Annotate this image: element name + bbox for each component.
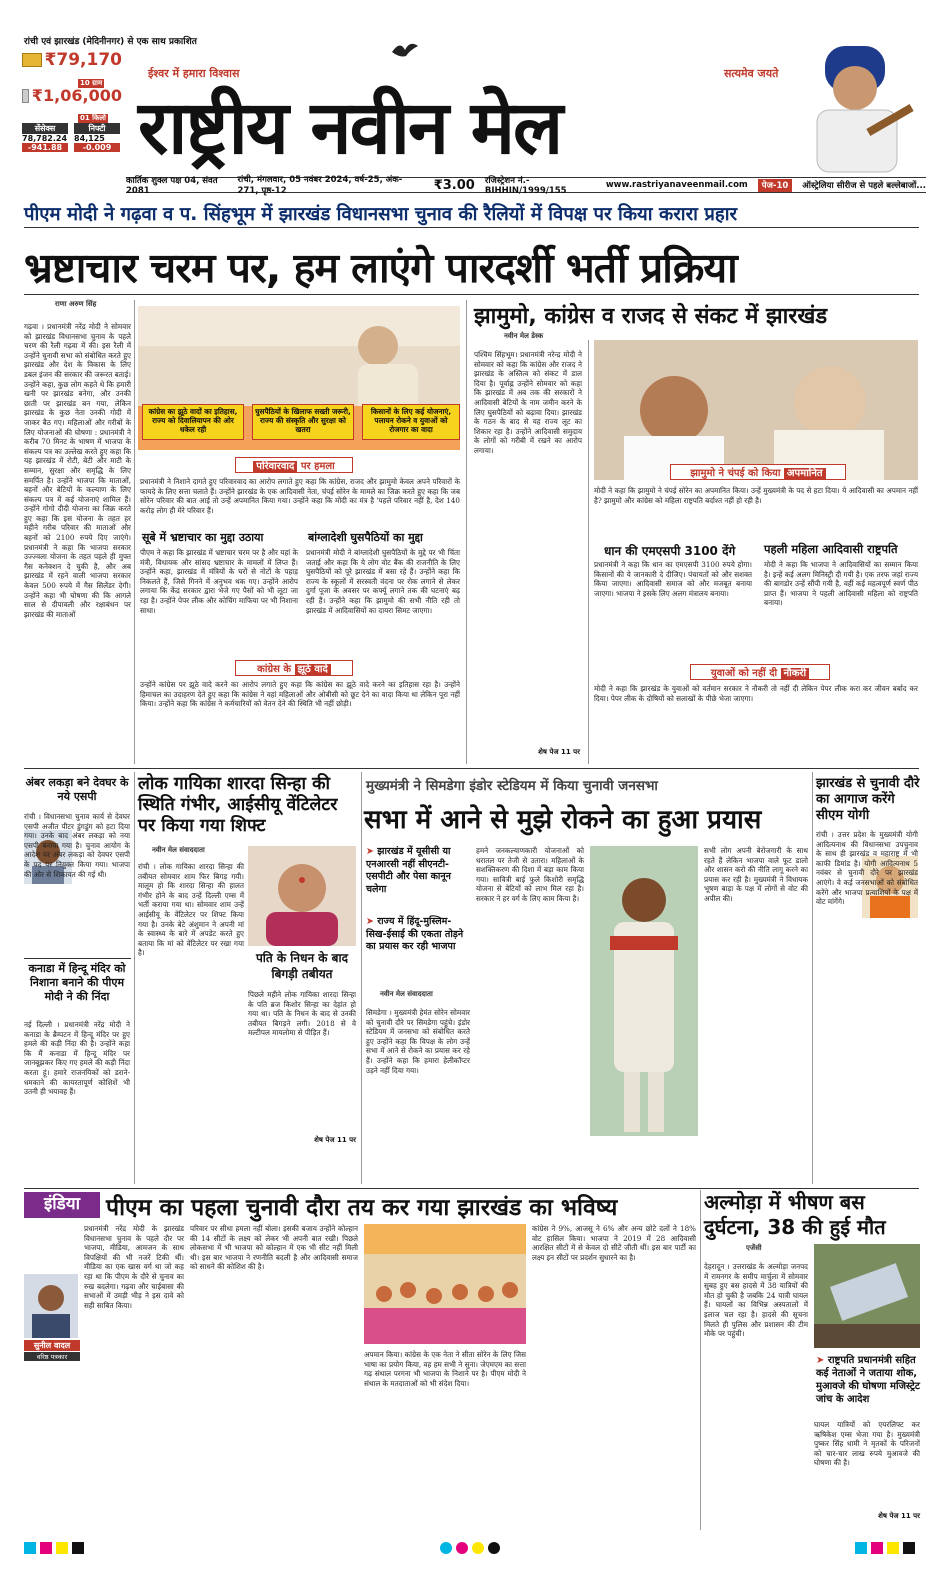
hemant-column-3: सभी लोग अपनी बेरोजगारी के साथ रहते हैं लेकिन भाजपा वाले फूट डालो और शासन करो की नीति लागू करने का प्रयास कर रही है। मुख्यमंत्री ने विधायक भूषण बाड़ा के पक्ष में लोगों से वोट की अपील की। xyxy=(704,846,808,903)
canada-temple-headline: कनाडा में हिन्दू मंदिर को निशाना बनाने की पीएम मोदी ने की निंदा xyxy=(28,962,126,1003)
silver-icon xyxy=(22,89,29,103)
silver-ticker: ₹1,06,000 01 किलो xyxy=(22,86,122,124)
yogi-headline: झारखंड से चुनावी दौरे का आगाज करेंगे सीएम योगी xyxy=(816,776,920,823)
congress-text: उन्होंने कांग्रेस पर झूठे वादे करने का आरोप लगाते हुए कहा कि कांग्रेस का झूठे वादे करने का इतिहास रहा है। उन्होंने हिमाचल का उदाहरण देते हुए कहा कि कांग्रेस ने वहां महिलाओं और ओबीसी को छूट देने का वादा किया था लेकिन पूरा नहीं किया। उन्होंने कहा कि कांग्रेस ने कर्मचारियों को वेतन देने की स्थिति भी नहीं छोड़ी। xyxy=(140,680,460,709)
hemant-column-1: सिमडेगा । मुख्यमंत्री हेमंत सोरेन सोमवार को चुनावी दौरे पर सिमडेगा पहुंचे। इंडोर स्टेडियम में जनसभा को संबोधित करते हुए उन्होंने कहा कि विपक्ष के लोग उन्हें सभा में आने से रोकने का प्रयास कर रहे हैं। उन्होंने कहा कि हमारा हेलीकॉप्टर उड़ने नहीं दिया गया। xyxy=(366,1008,470,1075)
hemant-photo xyxy=(590,846,698,1136)
canada-temple-text: नई दिल्ली । प्रधानमंत्री नरेंद्र मोदी ने कनाडा के ब्रैम्पटन में हिन्दू मंदिर पर हुए हमले की कड़ी निंदा की है। उन्होंने कहा कि मैं कनाडा में हिन्दू मंदिर पर जानबूझकर किए गए हमले की कड़ी निंदा करता हूं। हमारे राजनयिकों को डराने-धमकाने की कायरतापूर्ण कोशिशें भी उतनी ही भयावह हैं। xyxy=(24,1020,130,1097)
almora-bullet: ➤ राष्ट्रपति प्रधानमंत्री सहित कई नेताओं ने जताया शोक, मुआवजे की घोषणा मजिस्ट्रेट जांच के आदेश xyxy=(816,1355,920,1405)
india-section-tag: इंडिया xyxy=(24,1192,100,1218)
highlight-box-2: घुसपैठियों के खिलाफ सख्ती जरूरी, राज्य की संस्कृति और सुरक्षा को खतरा xyxy=(252,404,354,440)
sub2-heading: बांग्लादेशी घुसपैठियों का मुद्दा xyxy=(308,531,423,544)
dhan-text: प्रधानमंत्री ने कहा कि धान का एमएसपी 3100 रुपये होगा। किसानों की ये जानकारी दे दीजिए। पंचायतों को और सशक्त किया जाएगा। आदिवासी समाज को और मजबूत बनाया जाएगा। भाजपा ने इसके लिए अलग मंत्रालय बनाया। xyxy=(594,560,752,598)
almora-text-2: घायल यात्रियों को एयरलिफ्ट कर ऋषिकेश एम्स भेजा गया है। मुख्यमंत्री पुष्कर सिंह धामी ने मृतकों के परिजनों को चार-चार लाख रुपये मुआवजे की घोषणा की है। xyxy=(814,1420,920,1468)
champai-text: मोदी ने कहा कि झामुमो ने चंपई सोरेन का अपमानित किया। उन्हें मुख्यमंत्री के पद से हटा दिया। ये आदिवासी का अपमान नहीं है? झामुमो और कांग्रेस को महिला राष्ट्रपति बर्दाश्त नहीं हो रही है। xyxy=(594,486,918,505)
tag-congress: कांग्रेस के झूठे वादे xyxy=(235,660,353,676)
india-column-1: प्रधानमंत्री नरेंद्र मोदी के झारखंड विधानसभा चुनाव के पहले दौर पर भाजपा, मीडिया, आमजन के साथ विपक्षियों की भी नजरें टिकी थीं। मीडिया का एक खास वर्ग था जो कह रहा था कि पीएम के दौरे से चुनाव का रुख बदलेगा। गढ़वा और चाईबासा की सभाओं में उमड़ी भीड़ ने इस दावे को सही साबित किया। xyxy=(84,1224,184,1310)
amber-lakra-headline: अंबर लकड़ा बने देवघर के नये एसपी xyxy=(25,776,129,803)
lead-headline: भ्रष्टाचार चरम पर, हम लाएंगे पारदर्शी भर्ती प्रक्रिया xyxy=(24,244,737,292)
bus-accident-photo xyxy=(814,1244,920,1348)
columnist-role: वरिष्ठ पत्रकार xyxy=(24,1352,80,1361)
lead-byline: राणा अरुण सिंह xyxy=(55,300,97,308)
sharda-pullquote: पति के निधन के बाद बिगड़ी तबीयत xyxy=(255,951,349,981)
cricketer-photo xyxy=(795,36,921,172)
yogi-text: रांची । उत्तर प्रदेश के मुख्यमंत्री योगी आदित्यनाथ की विधानसभा उपचुनाव के साथ ही झारखंड व महाराष्ट्र में भी काफी डिमांड है। योगी आदित्यनाथ 5 नवंबर से चुनावी दौरे पर झारखंड आएंगे। वे कई जनसभाओं को संबोधित करेंगे और भाजपा प्रत्याशियों के पक्ष में वोट मांगेंगे। xyxy=(816,830,918,907)
hemant-headline: सभा में आने से मुझे रोकने का हुआ प्रयास xyxy=(364,805,762,835)
page-ref-badge[interactable]: पेज-10 xyxy=(758,179,793,192)
gold-icon xyxy=(22,53,42,67)
almora-continued[interactable]: शेष पेज 11 पर xyxy=(878,1512,920,1520)
mahila-text: मोदी ने कहा कि भाजपा ने आदिवासियों का सम्मान किया है। इन्हें कई अलग मिनिस्ट्री दी गयी है। एक तरफ जहां राज्य की बागडोर उन्हें सौंपी गयी है, वहीं कई महत्वपूर्ण स्वर्ण पीठ प्राप्त हैं। भाजपा ने पहली आदिवासी महिला को राष्ट्रपति बनाया। xyxy=(764,560,918,608)
jmm-byline: नवीन मेल डेस्क xyxy=(504,332,544,340)
print-registration-bar xyxy=(24,1540,919,1556)
jmm-column-1: पश्चिम सिंहभूम। प्रधानमंत्री नरेन्द्र मोदी ने सोमवार को कहा कि कांग्रेस और राजद ने झारखंड के अस्तित्व को संकट में डाल दिया है। पूर्वाह्न उन्होंने सोमवार को कहा कि झारखंड में अब तक की सरकारों ने आदिवासी बेटियों के नाम जमीन करने के लिए घुसपैठियों को बढ़ावा दिया। झारखंड के गठन के बाद से यह राज्य लूट का शिकार रहा है। उन्होंने आदिवासी समुदाय के लोगों को गरीबी में रखने का आरोप लगाया। xyxy=(474,350,582,455)
almora-text: देहरादून । उत्तराखंड के अल्मोड़ा जनपद में रामनगर के समीप मार्चुला में सोमवार सुबह हुए बस हादसे में 38 यात्रियों की मौत हो चुकी है जबकि 24 यात्री घायल हैं। घायलों का विभिन्न अस्पतालों में इलाज चल रहा है। हादसे की सूचना मिलते ही पुलिस और प्रशासन की टीम मौके पर पहुंची। xyxy=(704,1262,808,1339)
market-ticker: सेंसेक्स 78,782.24 -941.88 निफ्टी 84,125 -0.009 xyxy=(22,123,122,152)
sharda-continued[interactable]: शेष पेज 11 पर xyxy=(314,1136,356,1144)
india-column-3: अपमान किया। कांग्रेस के एक नेता ने सीता सोरेन के लिए जिस भाषा का प्रयोग किया, वह हम सभी ने सुना। जेएमएम का सत्ता गढ़ संथाल परगना भी भाजपा के निशाने पर है। पीएम मोदी ने संथाल के मतदाताओं को भी संदेश दिया। xyxy=(364,1350,526,1388)
yuva-text: मोदी ने कहा कि झारखंड के युवाओं को वर्तमान सरकार ने नौकरी तो नहीं दी लेकिन पेपर लीक करा कर जीवन बर्बाद कर दिया। पेपर लीक के दोषियों को सलाखों के पीछे भेजा जाएगा। xyxy=(594,684,918,703)
lead-column-1: गढ़वा । प्रधानमंत्री नरेंद्र मोदी ने सोमवार को झारखंड विधानसभा चुनाव के पहले चरण की रैली गढ़वा में की। इस रैली में उन्होंने चुनावी सभा को संबोधित करते हुए झारखंड और देश के विकास के लिए डबल इंजन की सरकार की जरूरत बताई। उन्होंने कहा, कुछ लोग कहते थे कि हमारी खनी पर झारखंड बनेगा, और उनकी छाती पर झारखंड बन गया, लेकिन झारखंड के कुछ नेता उनकी गोदी में जाकर बैठ गए। महिलाओं और गरीबों के लिए योजनाओं की घोषणा : प्रधानमंत्री ने करीब 70 मिनट के भाषण में भाजपा के संकल्प पत्र का उल्लेख करते हुए कहा कि यह झारखंड में रोटी, बेटी और माटी के सम्मान, सुरक्षा और समृद्धि के लिए समर्पित है। उन्होंने भाजपा कि माताओं, बहनों और बेटियों के कल्याण के लिए संकल्प पत्र में कई योजनाएं शामिल हैं। उन्होंने गोगो दीदी योजना का जिक्र करते हुए कहा कि इस योजना के तहत हर महीने गरीब परिवार की माताओं और बहनों को 2100 रुपये दिए जाएंगे। प्रधानमंत्री ने कहा कि भाजपा सरकार उज्ज्वला योजना के तहत पहले ही मुफ्त गैस कनेक्शन दे चुकी है, और अब झारखंड में रहने वाली भाजपा सरकार केवल 500 रुपये में गैस सिलेंडर देगी। उन्होंने कहा भी घोषणा की कि आगले साल से दीपावली और रक्षाबंधन पर झारखंड की माताओं xyxy=(24,322,131,619)
almora-byline: एजेंसी xyxy=(746,1244,762,1252)
newspaper-title: राष्ट्रीय नवीन मेल xyxy=(138,85,562,171)
tagline-left: ईश्वर में हमारा विश्वास xyxy=(148,67,240,80)
edition-line: रांची एवं झारखंड (मेदिनीनगर) से एक साथ प्रकाशित xyxy=(24,37,197,47)
hemant-byline: नवीन मेल संवाददाता xyxy=(380,990,433,998)
india-column-2: परिवार पर सीधा हमला नहीं बोला। इसकी बजाय उन्होंने कोल्हान की 14 सीटों के लक्ष्य को लेकर भी अपनी बात रखी। पिछले लोकसभा में भी भाजपा को कोल्हान में एक भी सीट नहीं मिली थी। इस बार भाजपा ने रणनीति बदली है और आदिवासी समाज को साधने की कोशिश की है। xyxy=(190,1224,358,1272)
mahila-heading: पहली महिला आदिवासी राष्ट्रपति xyxy=(764,542,898,556)
sharda-byline: नवीन मेल संवाददाता xyxy=(152,846,205,854)
columnist-name: सुनील वादल xyxy=(24,1340,80,1351)
sub1-text: पीएम ने कहा कि झारखंड में भ्रष्टाचार चरम पर है और यहां के मंत्री, विधायक और सांसद भ्रष्टाचार के मामलों में लिप्त हैं। उन्होंने कहा, झारखंड में मंत्रियों के घरों से नोटों के पहाड़ निकलते हैं, जिसे गिनने में अनुभव थक गए। उन्होंने आरोप लगाया कि केंद्र सरकार द्वारा भेजे गए पैसों को भी लूटा जा रहा है। उन्होंने पेपर लीक और कोचिंग माफिया पर भी निशाना साधा। xyxy=(140,548,298,615)
sub2-text: प्रधानमंत्री मोदी ने बांग्लादेशी घुसपैठियों के मुद्दे पर भी चिंता जताई और कहा कि ये लोग वोट बैंक की राजनीति के लिए घुसपैठियों को पूरे झारखंड में बसा रहे हैं। उन्होंने कहा कि राज्य के स्कूलों में सरस्वती वंदना पर रोक लगाने से लेकर दुर्गा पूजा के अवसर पर कर्फ्यू लगाने तक की घटनाएं बढ़ रही हैं। उन्होंने कहा कि झामुमो की सभी नीति रही तो झारखंड में आदिवासियों का दायरा सिमट जाएगा। xyxy=(306,548,460,615)
amber-lakra-text: रांची । विधानसभा चुनाव कार्य से देवघर एसपी अजीत पीटर डुंगडुंग को हटा दिया गया। उनके बाद अंबर लकड़ा को नया एसपी बनाया गया है। चुनाव आयोग के आदेश पर अंबर लकड़ा को देवघर एसपी के पद पर नियुक्त किया गया। भाजपा की ओर से शिकायत की गई थी। xyxy=(24,812,130,879)
crowd-rally-photo xyxy=(364,1224,526,1344)
sub1-heading: सूबे में भ्रष्टाचार का मुद्दा उठाया xyxy=(142,531,264,544)
modi-champai-photo xyxy=(594,340,918,480)
dateline-bar: कार्तिक शुक्ल पक्ष 04, संवत 2081 रांची, मंगलवार, 05 नवंबर 2024, वर्ष-25, अंक- 271, पृष्ठ-12 ₹3.00 रजिस्ट्रेशन नं.- BIHHIN/1999/155 www.rastriyanaveenmail.com पेज-10 ऑस्ट्रेलिया सीरीज से पहले बल्लेबाजों... xyxy=(126,175,926,196)
gold-ticker: ₹79,170 10 ग्राम xyxy=(22,50,122,89)
tag-champai: झामुमो ने चंपई को किया अपमानित xyxy=(670,464,846,480)
hemant-bullet-2: ➤ राज्य में हिंदू-मुस्लिम-सिख-ईसाई की एकता तोड़ने का प्रयास कर रही भाजपा xyxy=(366,916,464,952)
india-headline: पीएम का पहला चुनावी दौरा तय कर गया झारखंड का भविष्य xyxy=(106,1195,618,1221)
jmm-continued[interactable]: शेष पेज 11 पर xyxy=(538,748,580,756)
sharda-photo xyxy=(248,846,356,946)
tag-yuva: युवाओं को नहीं दी नौकरी xyxy=(690,664,830,680)
hemant-strap: मुख्यमंत्री ने सिमडेगा इंडोर स्टेडियम में किया चुनावी जनसभा xyxy=(366,778,658,794)
parivarvad-text: प्रधानमंत्री ने निशाने दागते हुए परिवारवाद का आरोप लगाते हुए कहा कि कांग्रेस, राजद और झामुमो केवल अपने परिवारों के फायदे के लिए सत्ता चलाते हैं। उन्होंने झारखंड के एक आदिवासी नेता, चंपई सोरेन के मामले का जिक्र करते हुए कहा कि जब सोरेन परिवार की बात आई तो उन्हें अपमानित किया गया। उन्होंने कहा कि मोदी का मंत्र है 'पहले परिवार नहीं है, देश 140 करोड़ लोग ही मेरे परिवार हैं। xyxy=(140,477,460,515)
price: ₹3.00 xyxy=(433,177,475,193)
almora-headline: अल्मोड़ा में भीषण बस दुर्घटना, 38 की हुई मौत xyxy=(704,1190,886,1239)
sharda-text: रांची । लोक गायिका शारदा सिन्हा की तबीयत सोमवार शाम फिर बिगड़ गयी। मालूम हो कि शारदा सिन्हा की हालत गंभीर होने के बाद उन्हें दिल्ली एम्स में भर्ती कराया गया था। सोमवार शाम उन्हें आईसीयू के वेंटिलेटर पर शिफ्ट किया गया है। उनके बेटे अंशुमान ने अपनी मां के स्वास्थ्य के बारे में अपडेट करते हुए बताया कि मां को वेंटिलेटर पर रखा गया है। xyxy=(138,862,244,958)
dhan-heading: धान की एमएसपी 3100 देंगे xyxy=(604,544,736,558)
sharda-headline: लोक गायिका शारदा सिन्हा की स्थिति गंभीर, आईसीयू वेंटिलेटर पर किया गया शिफ्ट xyxy=(138,774,338,836)
lead-strap: पीएम मोदी ने गढ़वा व प. सिंहभूम में झारखंड विधानसभा चुनाव की रैलियों में विपक्ष पर किया करारा प्रहार xyxy=(24,204,738,225)
tag-parivarvad: परिवारवाद पर हमला xyxy=(235,457,353,473)
india-column-4: कांग्रेस ने 9%, आजसू ने 6% और अन्य छोटे दलों ने 18% वोट हासिल किया। भाजपा ने 2019 में 28 आदिवासी आरक्षित सीटों में से केवल दो सीटें जीती थीं। इस बार पार्टी का लक्ष्य इन सीटों पर प्रदर्शन सुधारने का है। xyxy=(532,1224,696,1262)
sharda-pull-text: पिछले महीने लोक गायिका शारदा सिन्हा के पति ब्रज किशोर सिन्हा का देहांत हो गया था। पति के निधन के बाद से उनकी तबीयत बिगड़ने लगी। 2018 से वे मल्टीपल मायलोमा से पीड़ित हैं। xyxy=(248,990,356,1038)
website-link[interactable]: www.rastriyanaveenmail.com xyxy=(605,180,748,190)
jmm-headline: झामुमो, कांग्रेस व राजद से संकट में झारखंड xyxy=(474,304,828,329)
hemant-column-2: हमने जनकल्याणकारी योजनाओं को धरातल पर तेजी से उतारा। महिलाओं के सशक्तिकरण की दिशा में बड़ा काम किया गया। सावित्री बाई फुले किशोरी समृद्धि योजना से बेटियों को लाभ मिल रहा है। सरकार ने हर वर्ग के लिए काम किया है। xyxy=(476,846,584,903)
hemant-bullet-1: ➤ झारखंड में यूसीसी या एनआरसी नहीं सीएनटी-एसपीटी और पेसा कानून चलेगा xyxy=(366,846,451,895)
bird-logo-icon xyxy=(390,38,420,62)
highlight-box-1: कांग्रेस का झूठे वादों का इतिहास, राज्य को दिवालियापन की ओर धकेल रही xyxy=(142,404,244,440)
tagline-right: सत्यमेव जयते xyxy=(724,67,779,80)
highlight-box-3: किसानों के लिए कई योजनाएं, पलायन रोकने व युवाओं को रोजगार का वादा xyxy=(362,404,460,440)
